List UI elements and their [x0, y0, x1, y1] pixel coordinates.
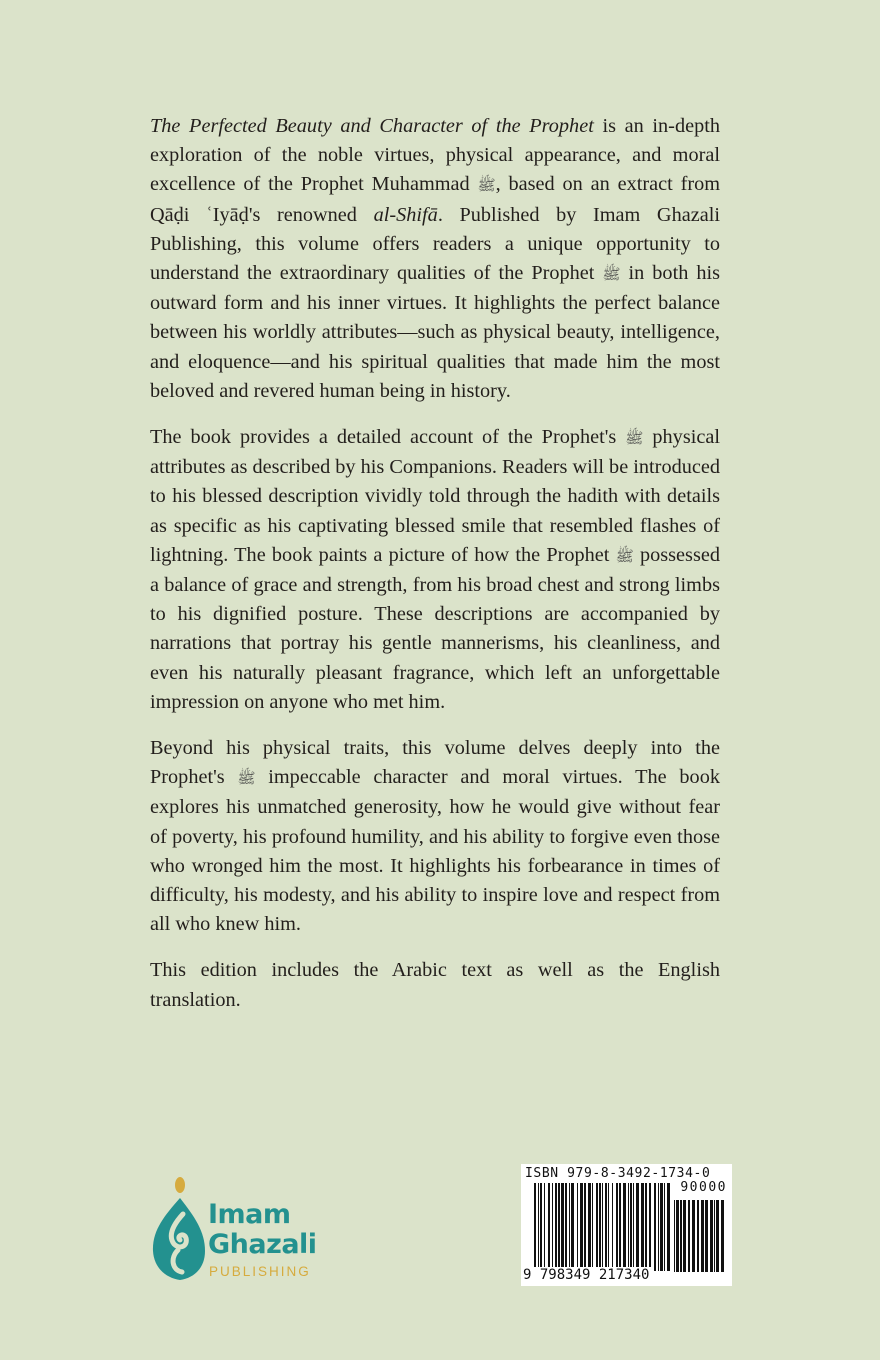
- barcode-bar: [641, 1183, 644, 1271]
- publisher-name-line2: Ghazali: [208, 1229, 317, 1260]
- book-title: The Perfected Beauty and Character of the Prophet: [150, 115, 594, 137]
- barcode-bar: [630, 1183, 632, 1271]
- barcode-bar: [561, 1183, 564, 1271]
- barcode-bar: [540, 1183, 542, 1271]
- barcode-bar: [658, 1183, 659, 1271]
- back-cover-description: [150, 112, 720, 1032]
- barcode-bar: [577, 1183, 578, 1271]
- honorific-glyph: ﷺ: [237, 769, 256, 788]
- barcode-bar: [667, 1183, 670, 1271]
- price-code: 90000: [680, 1180, 727, 1195]
- paragraph-4: This edition includes the Arabic text as well as the English translation.: [150, 959, 720, 1011]
- barcode-bar: [571, 1183, 574, 1271]
- publisher-logo: [150, 1176, 330, 1286]
- honorific-glyph: ﷺ: [477, 176, 496, 195]
- addon-barcode-bars: [674, 1200, 726, 1272]
- barcode-bar: [660, 1183, 663, 1271]
- barcode-bar: [544, 1183, 545, 1271]
- barcode-bar: [654, 1183, 656, 1271]
- honorific-glyph: ﷺ: [625, 429, 644, 448]
- honorific-glyph: ﷺ: [602, 265, 621, 284]
- publisher-name-line1: Imam: [208, 1199, 291, 1230]
- ean-number: 9 798349 217340: [523, 1267, 650, 1283]
- barcode-bar: [636, 1183, 639, 1271]
- work-title: al-Shifā: [373, 203, 438, 226]
- barcode-bar: [697, 1200, 699, 1272]
- barcode-bar: [534, 1183, 536, 1271]
- barcode-bar: [680, 1200, 682, 1272]
- barcode-bar: [674, 1200, 675, 1272]
- honorific-glyph: ﷺ: [615, 546, 634, 565]
- paragraph-3: Beyond his physical traits, this volume delves deeply into the Prophet's ﷺ impeccable character and moral virtues. The book explores his unmatched generosity, how he would give without fear of poverty, his profound humility, and his ability to forgive even those who wronged him the most. It highlights his forbearance in times of difficulty, his modesty, and his ability to inspire love and respect from all who knew him.: [150, 737, 720, 936]
- barcode-bar: [596, 1183, 598, 1271]
- barcode-bar: [664, 1183, 665, 1271]
- barcode-bar: [558, 1183, 560, 1271]
- barcode-bar: [538, 1183, 539, 1271]
- barcode-bar: [588, 1183, 591, 1271]
- barcode-bar: [705, 1200, 708, 1272]
- barcode-bar: [701, 1200, 704, 1272]
- barcode-bar: [688, 1200, 690, 1272]
- barcode-bar: [633, 1183, 634, 1271]
- barcode-bar: [692, 1200, 695, 1272]
- barcode-bar: [555, 1183, 557, 1271]
- isbn-barcode: [521, 1164, 732, 1286]
- barcode-bar: [716, 1200, 719, 1272]
- barcode-bar: [619, 1183, 621, 1271]
- publisher-subtitle: PUBLISHING: [209, 1264, 311, 1279]
- flame-leaf-icon: [150, 1176, 206, 1286]
- barcode-bar: [552, 1183, 553, 1271]
- barcode-bar: [565, 1183, 567, 1271]
- barcode-bar: [605, 1183, 607, 1271]
- isbn-label: ISBN 979-8-3492-1734-0: [525, 1166, 711, 1181]
- barcode-bar: [616, 1183, 618, 1271]
- barcode-bar: [645, 1183, 647, 1271]
- paragraph-2: The book provides a detailed account of the Prophet's ﷺ physical attributes as described by his Companions. Readers will be introduced to his blessed description vividly told through the hadith with details as specific as his captivating blessed smile that resembled flashes of lightning. The book paints a picture of how the Prophet ﷺ possessed a balance of grace and strength, from his broad chest and strong limbs to his dignified posture. These descriptions are accompanied by narrations that portray his gentle mannerisms, his cleanliness, and even his naturally pleasant fragrance, which left an unforgettable impression on anyone who met him.: [150, 426, 721, 713]
- barcode-bar: [714, 1200, 715, 1272]
- barcode-bar: [608, 1183, 609, 1271]
- barcode-bar: [569, 1183, 570, 1271]
- barcode-bar: [628, 1183, 629, 1271]
- paragraph-1: The Perfected Beauty and Character of the Prophet is an in-depth exploration of the noble virtues, physical appearance, and moral excellence of the Prophet Muhammad ﷺ, based on an extract from Qāḍi ʿIyāḍ's renowned al-Shifā. Published by Imam Ghazali Publishing, this volume offers readers a unique opportunity to understand the extraordinary qualities of the Prophet ﷺ in both his outward form and his inner virtues. It highlights the perfect balance between his worldly attributes—such as physical beauty, intelligence, and eloquence—and his spiritual qualities that made him the most beloved and revered human being in history.: [150, 115, 720, 402]
- barcode-bar: [676, 1200, 679, 1272]
- barcode-bar: [710, 1200, 713, 1272]
- barcode-bars: [534, 1183, 694, 1271]
- barcode-bar: [580, 1183, 583, 1271]
- barcode-bar: [548, 1183, 550, 1271]
- barcode-bar: [599, 1183, 601, 1271]
- barcode-bar: [612, 1183, 613, 1271]
- barcode-bar: [649, 1183, 651, 1271]
- barcode-bar: [683, 1200, 686, 1272]
- barcode-bar: [584, 1183, 586, 1271]
- barcode-bar: [602, 1183, 603, 1271]
- barcode-bar: [623, 1183, 626, 1271]
- barcode-bar: [592, 1183, 593, 1271]
- barcode-bar: [721, 1200, 724, 1272]
